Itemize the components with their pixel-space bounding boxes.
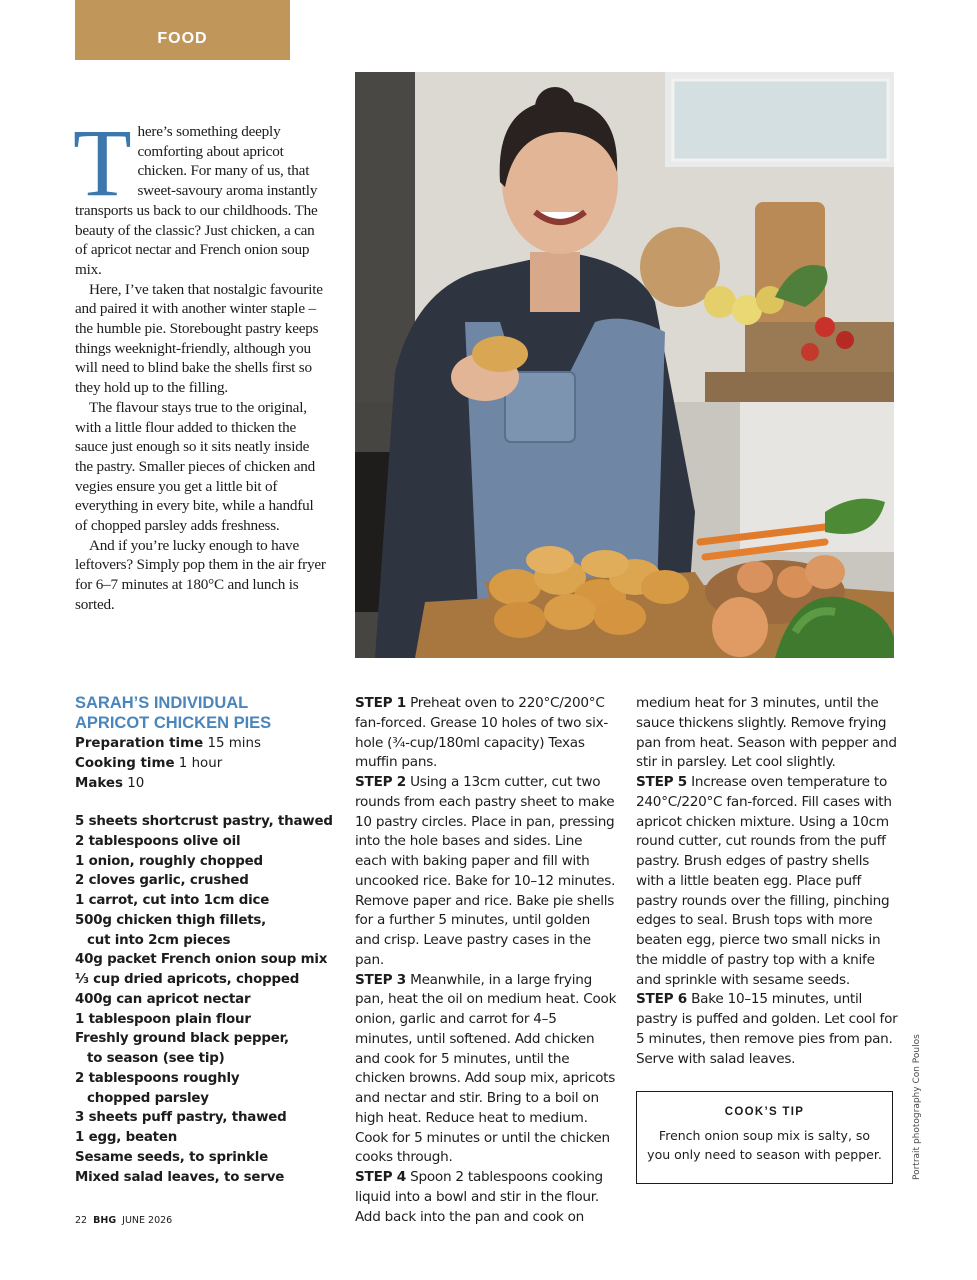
- makes: [75, 774, 335, 794]
- step-text: Using a 13cm cutter, cut two rounds from each pastry sheet to make 10 pastry circles. Place in pan, pressing into the hole bases and sides. Line each with baking paper and fill with uncooked rice. Bake for 10–12 minutes. Remove paper and rice. Bake pie shells for a further 5 minutes, until golden and crisp. Leave pastry cases in the pan.: [355, 774, 616, 968]
- ingredient-item: 1 egg, beaten: [75, 1130, 178, 1145]
- method-column-1: [355, 694, 617, 1227]
- drop-cap: T: [73, 109, 132, 216]
- intro-paragraph-1: [73, 109, 327, 280]
- makes-label: Makes: [75, 775, 123, 791]
- intro-paragraph-3: The flavour stays true to the original, with a little flour added to thicken the sauce just enough so it sits neatly inside the pastry. Smaller pieces of chicken and vegies ensure you get a little bit of everything in every bite, while a handful of chopped parsley adds freshness.: [75, 398, 316, 535]
- step-text: medium heat for 3 minutes, until the sauce thickens slightly. Remove frying pan from heat. Season with pepper and stir in parsley. Let cool slightly.: [636, 695, 897, 771]
- ingredient-item: Freshly ground black pepper,: [75, 1031, 289, 1047]
- section-label: FOOD: [157, 30, 208, 47]
- recipe-title-line-2: APRICOT CHICKEN PIES: [75, 714, 272, 732]
- prep-time-value: 15 mins: [207, 736, 261, 751]
- step-1: [355, 694, 617, 773]
- ingredient-item: 3 sheets puff pastry, thawed: [75, 1110, 287, 1126]
- step-text: Increase oven temperature to 240°C/220°C fan-forced. Fill cases with apricot chicken mixture. Using a 10cm round cutter, cut rounds from the puff pastry. Brush edges of pastry shells with a little beaten egg. Place puff pastry rounds over the filling, pinching edges to seal. Brush tops with more beaten egg, pierce two small nicks in the middle of pastry top with a knife and sprinkle with sesame seeds.: [636, 774, 892, 988]
- cooks-tip-title: COOK’S TIP: [724, 1106, 805, 1118]
- ingredient-item: 400g can apricot nectar: [75, 991, 251, 1007]
- step-4: [355, 1168, 617, 1227]
- intro-paragraph-1-text: here’s something deeply comforting about apricot chicken. For many of us, that sweet-savoury aroma instantly transports us back to our childhoods. The beauty of the classic? Just chicken, a can of apricot nectar and French onion soup mix.: [75, 123, 318, 278]
- ingredient-item: 2 cloves garlic, crushed: [75, 873, 249, 889]
- recipe-times: [75, 734, 335, 793]
- ingredient-item: 40g packet French onion soup mix: [75, 952, 328, 968]
- step-2: [355, 773, 617, 971]
- ingredient-item: ⅓ cup dried apricots, chopped: [75, 972, 300, 987]
- step-label: STEP 1: [355, 695, 407, 711]
- step-label: STEP 6: [636, 991, 688, 1008]
- ingredient-item: to season (see tip): [87, 1051, 225, 1066]
- step-label: STEP 3: [355, 971, 407, 988]
- recipe-title-line-1: SARAH’S INDIVIDUAL: [75, 694, 249, 712]
- cooks-tip-body: French onion soup mix is salty, so you only need to season with pepper.: [647, 1128, 882, 1162]
- step-3: [355, 971, 617, 1169]
- step-text: Meanwhile, in a large frying pan, heat the oil on medium heat. Cook onion, garlic and carrot for 4–5 minutes, until softened. Add chicken and cook for 5 minutes, until the chicken browns. Add soup mix, apricots and nectar and stir. Bring to a boil on high heat. Reduce heat to medium. Cook for 5 minutes or until the chicken cooks through.: [355, 971, 617, 1166]
- ingredient-item: 1 onion, roughly chopped: [75, 853, 263, 869]
- cooking-time-label: Cooking time: [75, 755, 175, 771]
- ingredient-list: [75, 812, 345, 1187]
- section-tab: [75, 0, 290, 60]
- intro-text: [73, 109, 327, 615]
- step-label: STEP 4: [355, 1169, 407, 1185]
- page-number: 22: [75, 1215, 88, 1226]
- ingredient-item: cut into 2cm pieces: [87, 932, 231, 948]
- page-folio: [75, 1215, 172, 1226]
- makes-value: 10: [127, 775, 145, 791]
- ingredient-item: 5 sheets shortcrust pastry, thawed: [75, 814, 333, 829]
- step-4-continued: [636, 694, 898, 773]
- step-text: Bake 10–15 minutes, until pastry is puffed and golden. Let cool for 5 minutes, then remove pies from pan. Serve with salad leaves.: [636, 991, 898, 1067]
- step-text: Preheat oven to 220°C/200°C fan-forced. Grease 10 holes of two six-hole (¾-cup/180ml capacity) Texas muffin pans.: [355, 695, 609, 771]
- ingredient-item: Sesame seeds, to sprinkle: [75, 1149, 268, 1165]
- recipe-title: [75, 693, 335, 733]
- method-column-2: [636, 694, 898, 1069]
- ingredient-item: 1 carrot, cut into 1cm dice: [75, 893, 270, 908]
- ingredient-item: 1 tablespoon plain flour: [75, 1011, 251, 1027]
- cooking-time-value: 1 hour: [178, 755, 223, 771]
- step-label: STEP 5: [636, 774, 688, 790]
- ingredient-item: 2 tablespoons roughly: [75, 1070, 240, 1086]
- photo-credit: Portrait photography Con Poulos: [912, 1034, 922, 1180]
- intro-paragraph-2: Here, I’ve taken that nostalgic favourite and paired it with another winter staple – the humble pie. Storebought pastry keeps things weeknight-friendly, although you will need to blind bake the shells first so they hold up to the filling.: [75, 280, 323, 397]
- cooking-time: [75, 754, 335, 774]
- step-5: [636, 773, 898, 990]
- intro-paragraph-4: And if you’re lucky enough to have leftovers? Simply pop them in the air fryer for 6–7 minutes at 180°C and lunch is sorted.: [75, 536, 326, 613]
- portrait-photo: [355, 72, 894, 658]
- prep-time: [75, 734, 335, 754]
- prep-time-label: Preparation time: [75, 736, 204, 751]
- step-label: STEP 2: [355, 774, 407, 790]
- ingredient-item: 500g chicken thigh fillets,: [75, 912, 267, 928]
- magazine-name: BHG: [93, 1215, 117, 1226]
- step-text: Spoon 2 tablespoons cooking liquid into a bowl and stir in the flour. Add back into the pan and cook on: [355, 1169, 603, 1225]
- step-6: [636, 990, 898, 1069]
- ingredient-item: 2 tablespoons olive oil: [75, 833, 241, 849]
- ingredient-item: Mixed salad leaves, to serve: [75, 1169, 285, 1185]
- chef-with-pies-illustration: [355, 72, 894, 658]
- issue-date: JUNE 2026: [122, 1215, 173, 1226]
- cooks-tip-box: [636, 1091, 893, 1184]
- ingredient-item: chopped parsley: [87, 1090, 209, 1106]
